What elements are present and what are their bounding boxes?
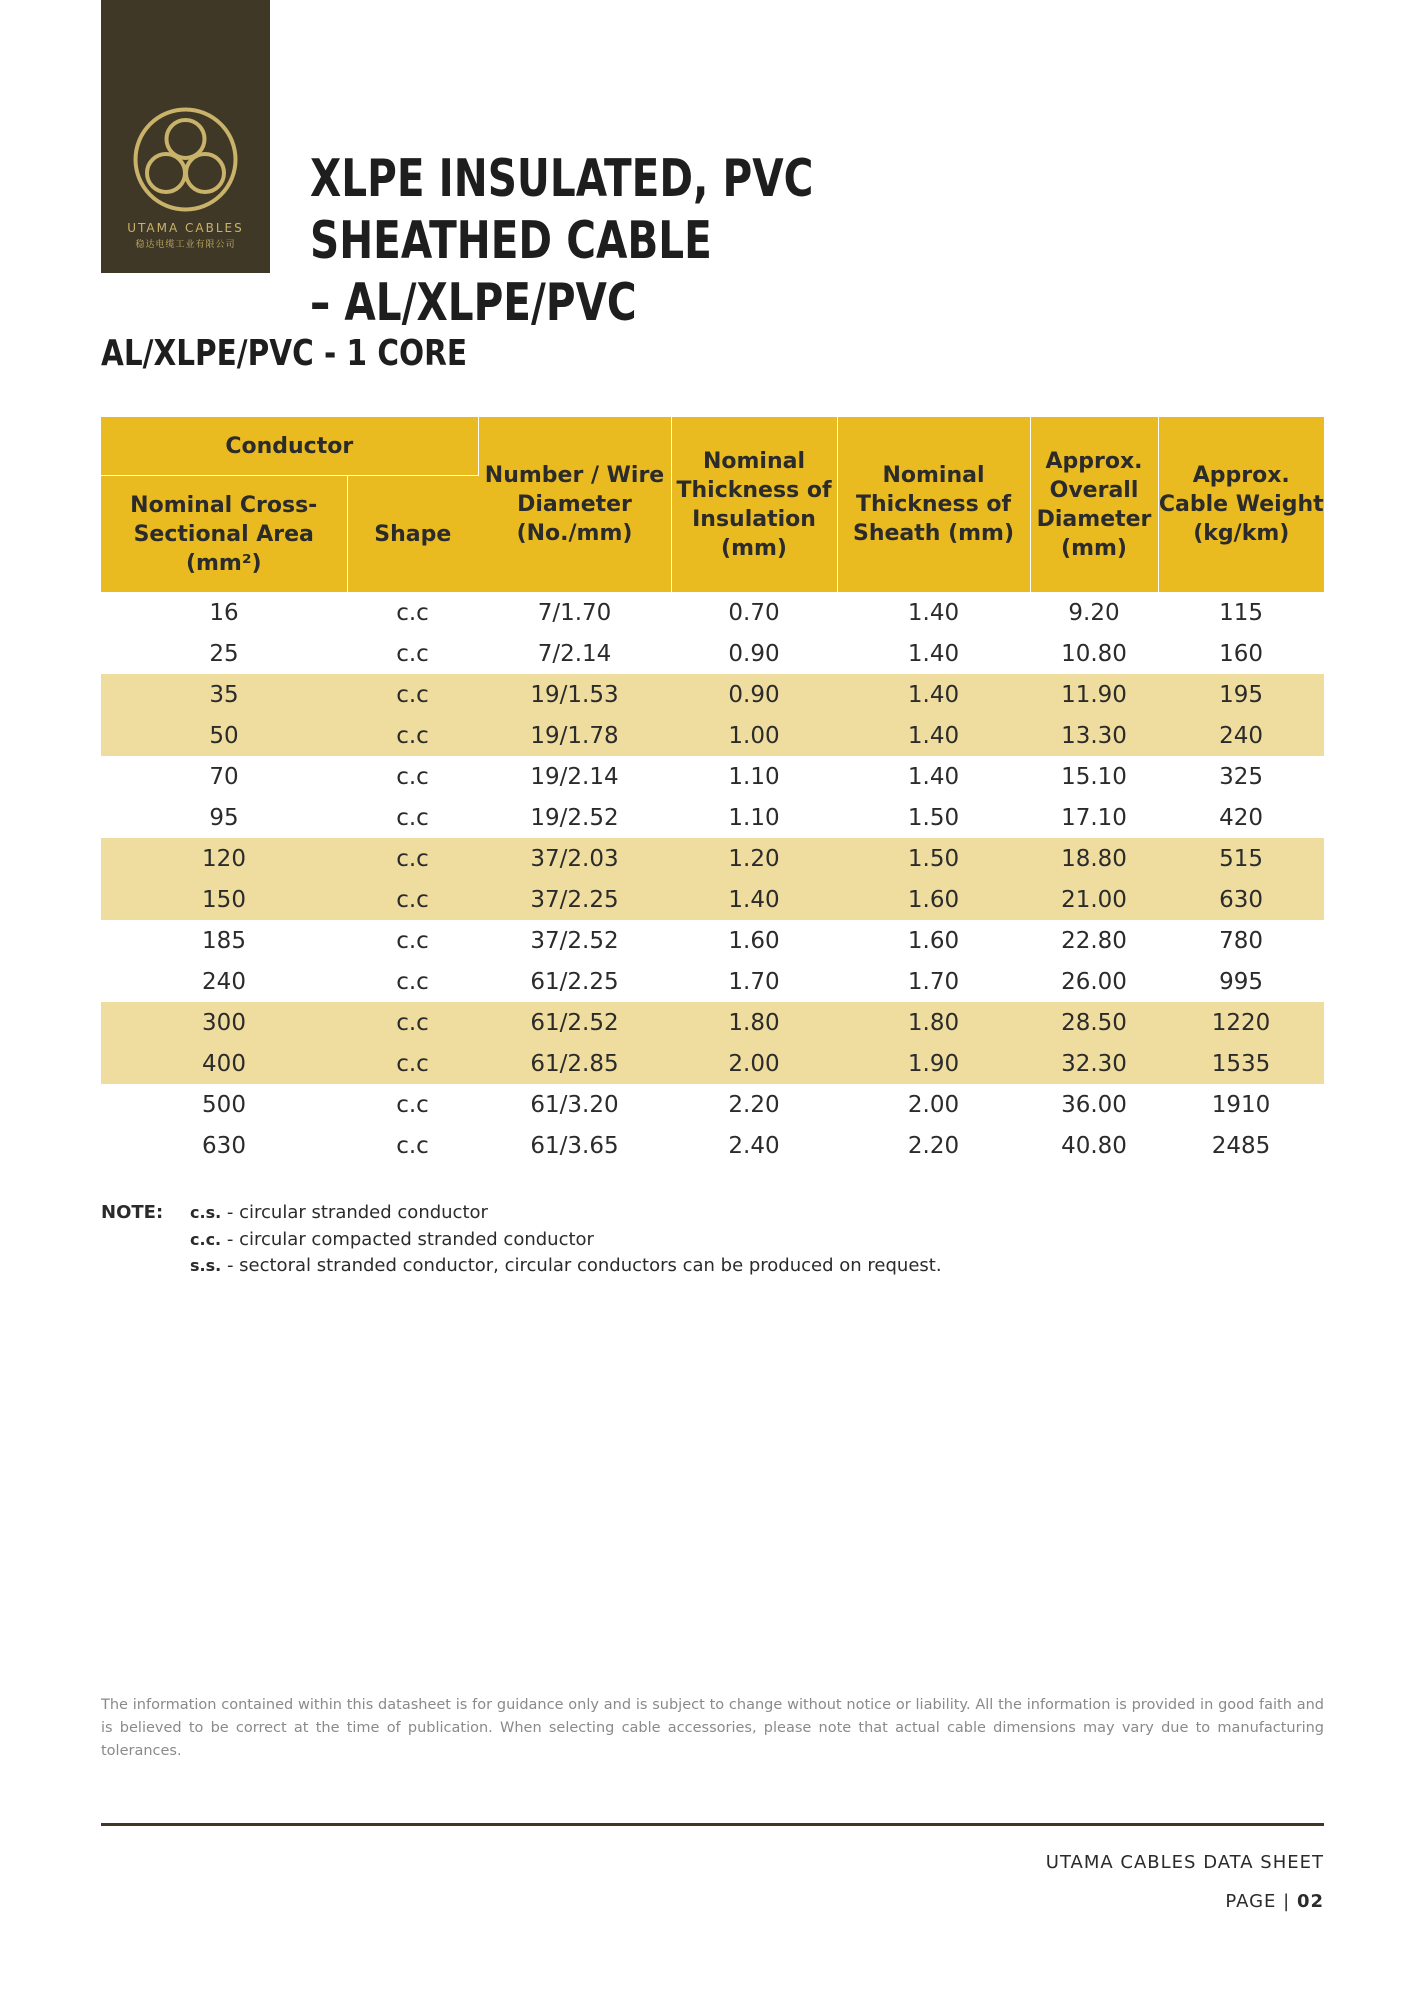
cell-insulation: 1.10 <box>728 763 780 790</box>
cell-overall-diameter: 40.80 <box>1061 1132 1127 1159</box>
page-title-line-1: XLPE INSULATED, PVC SHEATHED CABLE <box>310 149 814 271</box>
cell-shape: c.c <box>347 715 478 756</box>
cell-weight: 1910 <box>1211 1091 1271 1118</box>
table-row <box>101 879 1324 920</box>
cell-wire-diameter: 7/2.14 <box>537 640 612 667</box>
cell-wire-diameter: 61/2.85 <box>478 1043 671 1084</box>
cell-sheath: 2.00 <box>907 1091 960 1118</box>
cell-shape: c.c <box>396 804 429 831</box>
table-row <box>101 920 1324 961</box>
cell-shape: c.c <box>396 1091 429 1118</box>
table-row <box>101 1084 1324 1125</box>
table-row <box>101 961 1324 1002</box>
note-abbr: c.s. <box>190 1203 222 1222</box>
cell-weight: 780 <box>1219 927 1263 954</box>
cell-shape: c.c <box>396 927 429 954</box>
table-row <box>101 592 1324 633</box>
section-title: AL/XLPE/PVC - 1 CORE <box>101 333 468 374</box>
cell-shape: c.c <box>396 1132 429 1159</box>
table-row <box>101 1002 1324 1043</box>
cell-sheath: 1.80 <box>837 1002 1030 1043</box>
table-row <box>101 633 1324 674</box>
cell-overall-diameter: 36.00 <box>1061 1091 1127 1118</box>
cell-sheath: 1.40 <box>837 715 1030 756</box>
cell-sheath: 1.50 <box>907 804 960 831</box>
cell-wire-diameter: 61/3.20 <box>530 1091 619 1118</box>
note-item <box>190 1253 1090 1280</box>
cell-area: 70 <box>209 763 239 790</box>
header-cable-weight: Approx. Cable Weight (kg/km) <box>1158 417 1324 592</box>
cell-weight: 1220 <box>1158 1002 1324 1043</box>
header-conductor: Conductor <box>101 417 478 476</box>
cell-shape: c.c <box>347 1002 478 1043</box>
cell-area: 25 <box>209 640 239 667</box>
cell-wire-diameter: 37/2.52 <box>530 927 619 954</box>
cell-wire-diameter: 19/1.78 <box>478 715 671 756</box>
footer-title: UTAMA CABLES DATA SHEET <box>1045 1852 1324 1873</box>
cell-overall-diameter: 26.00 <box>1061 968 1127 995</box>
cell-wire-diameter: 37/2.25 <box>478 879 671 920</box>
note-text: - circular compacted stranded conductor <box>226 1228 594 1250</box>
cell-sheath: 1.40 <box>837 674 1030 715</box>
cell-insulation: 2.00 <box>671 1043 837 1084</box>
cell-sheath: 1.70 <box>907 968 960 995</box>
note-lines <box>190 1200 1090 1280</box>
table-row <box>101 838 1324 879</box>
cell-area: 16 <box>209 599 239 626</box>
cell-sheath: 2.20 <box>907 1132 960 1159</box>
cell-wire-diameter: 7/1.70 <box>537 599 612 626</box>
footer-page-label: PAGE | <box>1225 1891 1291 1912</box>
cell-area: 300 <box>101 1002 347 1043</box>
cell-shape: c.c <box>396 968 429 995</box>
cell-insulation: 1.20 <box>671 838 837 879</box>
cell-area: 50 <box>101 715 347 756</box>
header-wire-diameter: Number / Wire Diameter (No./mm) <box>478 417 671 592</box>
table-row <box>101 1043 1324 1084</box>
cell-weight: 160 <box>1219 640 1263 667</box>
cell-sheath: 1.50 <box>837 838 1030 879</box>
spec-table <box>101 417 1324 1166</box>
cell-shape: c.c <box>396 599 429 626</box>
header-overall-diameter: Approx. Overall Diameter (mm) <box>1030 417 1158 592</box>
cell-area: 185 <box>202 927 246 954</box>
cell-insulation: 1.60 <box>728 927 780 954</box>
cell-shape: c.c <box>347 1043 478 1084</box>
note-item <box>190 1200 1090 1227</box>
disclaimer: The information contained within this datasheet is for guidance only and is subject to change without notice or liability. All the information is provided in good faith and is believed to be correct at the time of publication. When selecting cable accessories, please note that actual cable dimensions may vary due to manufacturing tolerances. <box>101 1697 1324 1759</box>
cell-area: 120 <box>101 838 347 879</box>
note-abbr: s.s. <box>190 1256 222 1275</box>
cell-sheath: 1.40 <box>907 763 960 790</box>
cell-wire-diameter: 19/2.14 <box>530 763 619 790</box>
cell-weight: 2485 <box>1211 1132 1271 1159</box>
cell-overall-diameter: 11.90 <box>1030 674 1158 715</box>
cell-shape: c.c <box>396 763 429 790</box>
cell-insulation: 1.00 <box>671 715 837 756</box>
footer-page-number: 02 <box>1296 1891 1324 1912</box>
cell-sheath: 1.40 <box>907 599 960 626</box>
cable-logo-icon <box>131 105 240 214</box>
note-text: - sectoral stranded conductor, circular conductors can be produced on request. <box>226 1255 942 1276</box>
cell-overall-diameter: 10.80 <box>1061 640 1127 667</box>
logo-subname: 稳达电缆工业有限公司 <box>135 240 236 250</box>
cell-insulation: 1.10 <box>728 804 780 831</box>
cell-sheath: 1.90 <box>837 1043 1030 1084</box>
cell-insulation: 1.80 <box>671 1002 837 1043</box>
cell-overall-diameter: 22.80 <box>1061 927 1127 954</box>
cell-overall-diameter: 9.20 <box>1068 599 1120 626</box>
cell-area: 95 <box>209 804 239 831</box>
cell-wire-diameter: 61/2.52 <box>478 1002 671 1043</box>
cell-wire-diameter: 61/2.25 <box>530 968 619 995</box>
cell-area: 630 <box>202 1132 246 1159</box>
logo-name: UTAMA CABLES <box>127 221 244 235</box>
cell-weight: 325 <box>1219 763 1263 790</box>
cell-weight: 515 <box>1158 838 1324 879</box>
cell-shape: c.c <box>396 640 429 667</box>
header-sheath: Nominal Thickness of Sheath (mm) <box>837 417 1030 592</box>
note-text: - circular stranded conductor <box>226 1202 488 1223</box>
cell-sheath: 1.40 <box>907 640 960 667</box>
cell-weight: 420 <box>1219 804 1263 831</box>
cell-insulation: 0.90 <box>671 674 837 715</box>
cell-area: 150 <box>101 879 347 920</box>
cell-wire-diameter: 19/1.53 <box>478 674 671 715</box>
cell-insulation: 0.90 <box>728 640 780 667</box>
cell-area: 400 <box>101 1043 347 1084</box>
cell-weight: 240 <box>1158 715 1324 756</box>
cell-sheath: 1.60 <box>907 927 960 954</box>
cell-insulation: 0.70 <box>728 599 780 626</box>
cell-weight: 115 <box>1219 599 1263 626</box>
cell-sheath: 1.60 <box>837 879 1030 920</box>
cell-overall-diameter: 28.50 <box>1030 1002 1158 1043</box>
table-row <box>101 715 1324 756</box>
cell-weight: 630 <box>1158 879 1324 920</box>
cell-insulation: 1.40 <box>671 879 837 920</box>
footer-divider <box>101 1823 1324 1826</box>
cell-wire-diameter: 61/3.65 <box>530 1132 619 1159</box>
header-cross-sectional-area: Nominal Cross-Sectional Area (mm²) <box>101 476 347 593</box>
cell-insulation: 2.40 <box>728 1132 780 1159</box>
cell-area: 35 <box>101 674 347 715</box>
note-abbr: c.c. <box>190 1229 222 1249</box>
table-row <box>101 797 1324 838</box>
cell-overall-diameter: 15.10 <box>1061 763 1127 790</box>
page-title <box>310 148 1012 334</box>
table-row <box>101 756 1324 797</box>
cell-overall-diameter: 13.30 <box>1030 715 1158 756</box>
footer-page <box>1225 1891 1324 1912</box>
table-row <box>101 674 1324 715</box>
cell-wire-diameter: 19/2.52 <box>530 804 619 831</box>
cell-weight: 195 <box>1158 674 1324 715</box>
note-label: NOTE: <box>101 1202 164 1223</box>
cell-insulation: 2.20 <box>728 1091 780 1118</box>
header-insulation: Nominal Thickness of Insulation (mm) <box>671 417 837 592</box>
cell-shape: c.c <box>347 879 478 920</box>
cell-overall-diameter: 21.00 <box>1030 879 1158 920</box>
cell-weight: 995 <box>1219 968 1263 995</box>
cell-wire-diameter: 37/2.03 <box>478 838 671 879</box>
page-title-line-2: – AL/XLPE/PVC <box>310 273 637 333</box>
cell-overall-diameter: 18.80 <box>1030 838 1158 879</box>
cell-overall-diameter: 32.30 <box>1030 1043 1158 1084</box>
cell-overall-diameter: 17.10 <box>1061 804 1127 831</box>
cell-area: 240 <box>202 968 246 995</box>
note-item <box>190 1227 1090 1254</box>
table-row <box>101 1125 1324 1166</box>
cell-weight: 1535 <box>1158 1043 1324 1084</box>
table-body <box>101 592 1324 1166</box>
cell-insulation: 1.70 <box>728 968 780 995</box>
cell-shape: c.c <box>347 674 478 715</box>
header-shape: Shape <box>347 476 478 593</box>
cell-area: 500 <box>202 1091 246 1118</box>
logo-block <box>101 0 270 273</box>
cell-shape: c.c <box>347 838 478 879</box>
